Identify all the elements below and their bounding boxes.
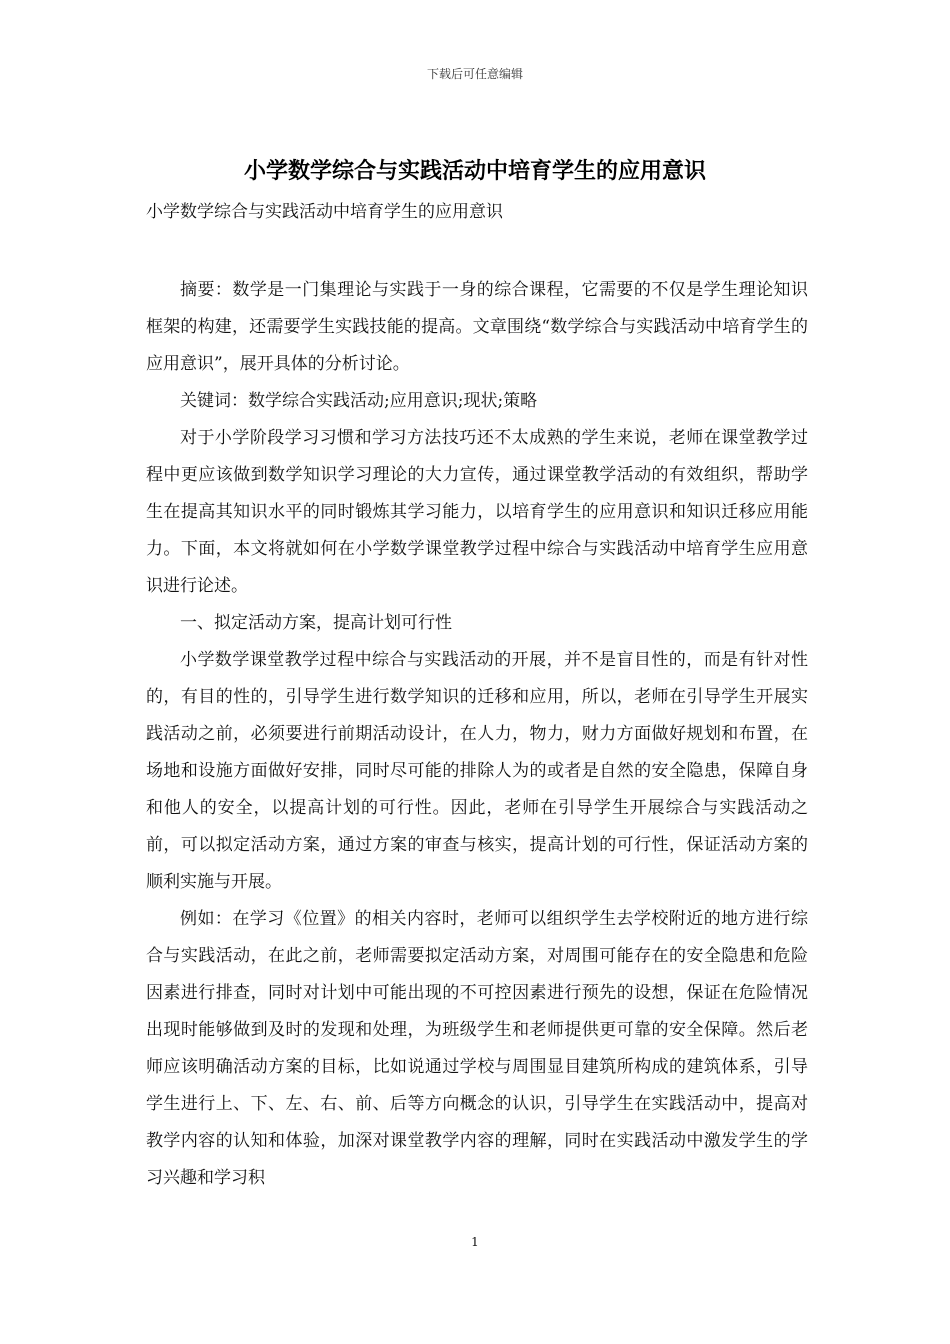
document-title: 小学数学综合与实践活动中培育学生的应用意识 [243,158,706,184]
page-header-note: 下载后可任意编辑 [426,67,523,81]
body-paragraph: 例如：在学习《位置》的相关内容时，老师可以组织学生去学校附近的地方进行综合与实践活动，在此之前，老师需要拟定活动方案，对周围可能存在的安全隐患和危险因素进行排查，同时对计划中可能出现的不可控因素进行预先的设想，保证在危险情况出现时能够做到及时的发现和处理，为班级学生和老师提供更可靠的安全保障。然后老师应该明确活动方案的目标，比如说通过学校与周围显目建筑所构成的建筑体系，引导学生进行上、下、左、右、前、后等方向概念的认识，引导学生在实践活动中，提高对教学内容的认知和体验，加深对课堂教学内容的理解，同时在实践活动中激发学生的学习兴趣和学习积 [146,909,808,1188]
intro-paragraph: 对于小学阶段学习习惯和学习方法技巧还不太成熟的学生来说，老师在课堂教学过程中更应该做到数学知识学习理论的大力宣传，通过课堂教学活动的有效组织，帮助学生在提高其知识水平的同时锻炼其学习能力，以培育学生的应用意识和知识迁移应用能力。下面，本文将就如何在小学数学课堂教学过程中综合与实践活动中培育学生应用意识进行论述。 [146,428,808,596]
document-body [146,272,808,1197]
body-paragraph: 小学数学课堂教学过程中综合与实践活动的开展，并不是盲目性的，而是有针对性的，有目的性的，引导学生进行数学知识的迁移和应用，所以，老师在引导学生开展实践活动之前，必须要进行前期活动设计，在人力，物力，财力方面做好规划和布置，在场地和设施方面做好安排，同时尽可能的排除人为的或者是自然的安全隐患，保障自身和他人的安全，以提高计划的可行性。因此，老师在引导学生开展综合与实践活动之前，可以拟定活动方案，通过方案的审查与核实，提高计划的可行性，保证活动方案的顺利实施与开展。 [146,650,808,892]
keywords-paragraph: 关键词：数学综合实践活动;应用意识;现状;策略 [180,391,538,411]
page-number: 1 [471,1235,479,1249]
abstract-paragraph: 摘要：数学是一门集理论与实践于一身的综合课程，它需要的不仅是学生理论知识框架的构建，还需要学生实践技能的提高。文章围绕“数学综合与实践活动中培育学生的应用意识”，展开具体的分析讨论。 [146,280,808,374]
section-heading: 一、拟定活动方案，提高计划可行性 [180,613,452,633]
document-subtitle: 小学数学综合与实践活动中培育学生的应用意识 [146,202,503,222]
